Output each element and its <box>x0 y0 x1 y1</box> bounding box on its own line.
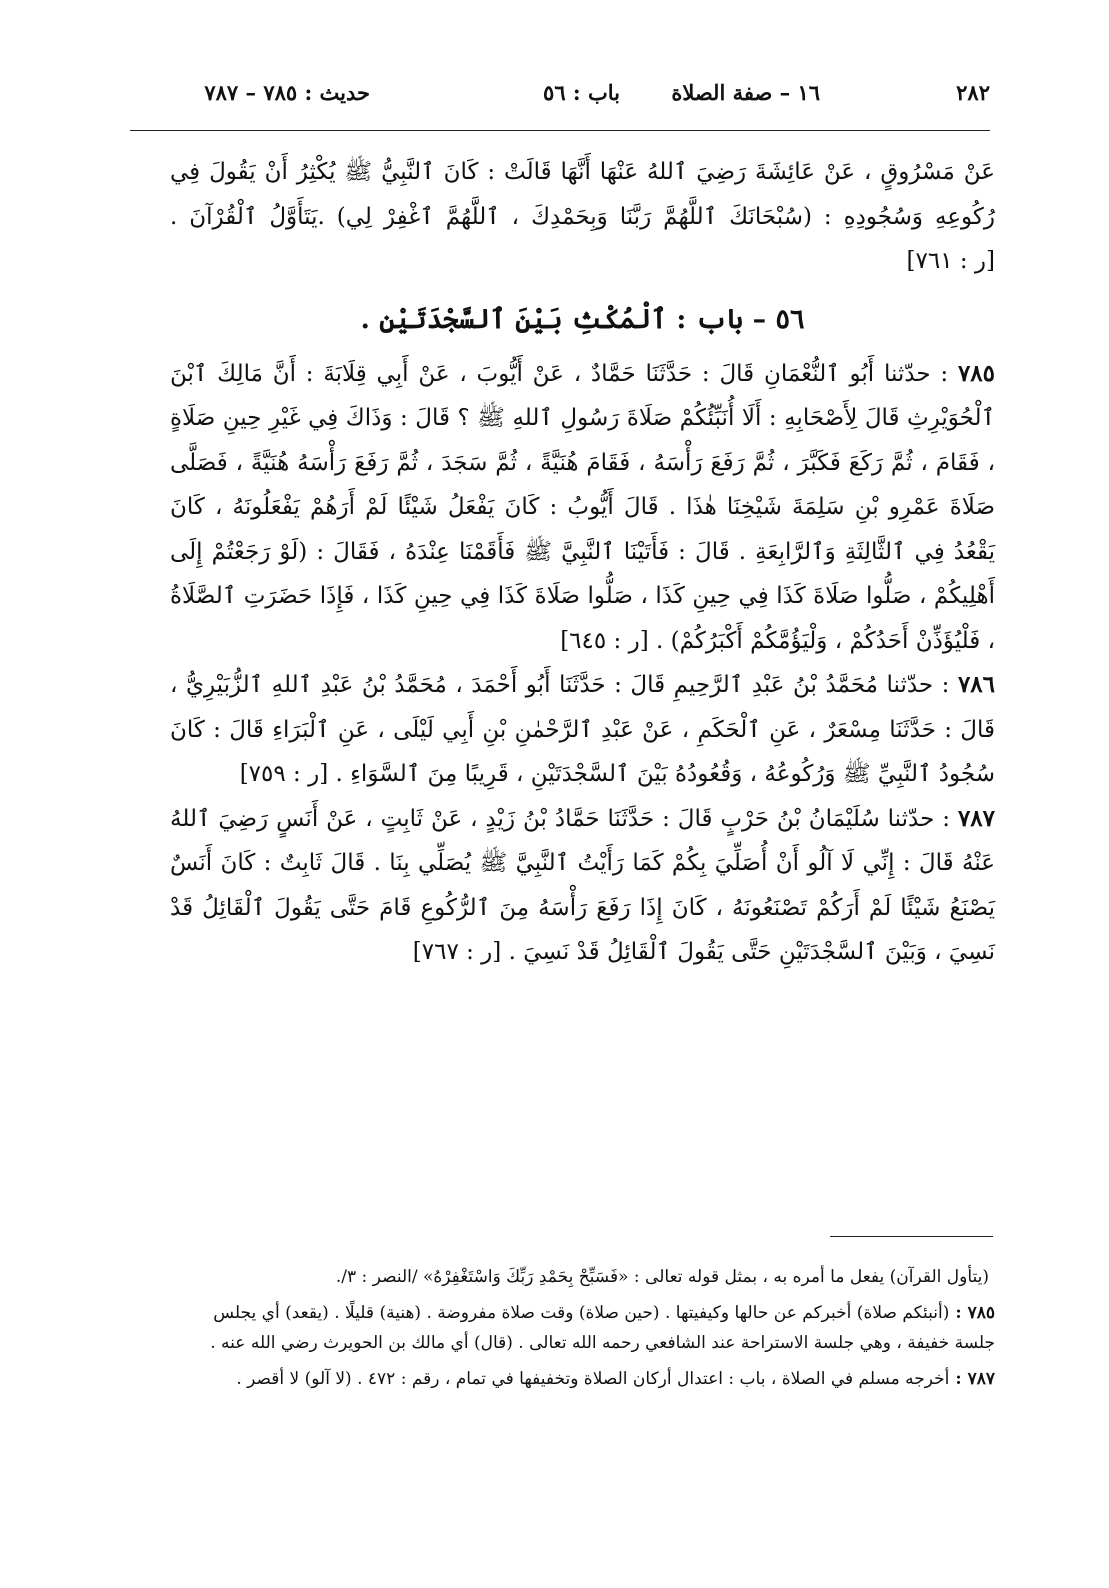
footnote-divider <box>830 1236 993 1237</box>
hadith-number: ٧٨٦ <box>957 671 995 698</box>
hadith-number: ٧٨٧ <box>957 804 995 832</box>
hadith-text: : حدّثنا مُحَمَّدُ بْنُ عَبْدِ ٱلرَّحِيمِ قَالَ : حَدَّثَنَا أَبُو أَحْمَدَ ، مُحَمَّدُ بْنُ عَبْدِ ٱللهِ ٱلزُّبَيْرِيُّ ، قَالَ : حَدَّثَنَا مِسْعَرٌ ، عَنِ ٱلْحَكَمِ ، عَنْ عَبْدِ ٱلرَّحْمٰنِ بْنِ أَبِي لَيْلَى ، عَنِ ٱلْبَرَاءِ قَالَ : كَانَ سُجُودُ ٱلنَّبِيِّ ﷺ وَرُكُوعُهُ ، وَقُعُودُهُ بَيْنَ ٱلسَّجْدَتَيْنِ ، قَرِيبًا مِنَ ٱلسَّوَاءِ . <box>170 672 995 787</box>
footnote <box>170 1364 995 1394</box>
hadith-reference: [ر : ٦٤٥] <box>560 627 649 654</box>
intro-paragraph <box>170 150 995 284</box>
footnote <box>170 1262 995 1292</box>
bab-heading: باب : ٥٦ <box>543 80 620 105</box>
hadith-reference: [ر : ٧٥٩] <box>239 761 329 787</box>
hadith-number: ٧٨٥ <box>957 359 995 387</box>
footnotes <box>170 1262 995 1400</box>
intro-reference: [ر : ٧٦١] <box>906 248 995 274</box>
header-divider <box>130 130 990 131</box>
hadith-reference: [ر : ٧٦٧] <box>412 939 502 965</box>
hadith-paragraph <box>170 352 995 664</box>
footnote <box>170 1298 995 1358</box>
chapter-title: ٥٦ – باب : ٱلْمُكْثِ بَيْنَ ٱلسَّجْدَتَيْنِ . <box>360 303 805 335</box>
page-number: ٢٨٢ <box>956 80 990 105</box>
footnote-text: (يتأول القرآن) يفعل ما أمره به ، بمثل قوله تعالى : «فَسَبِّحْ بِحَمْدِ رَبِّكَ وَاسْتَغْفِرْهُ» /النصر : ٣/. <box>335 1267 989 1287</box>
footnote-number: ٧٨٧ : <box>955 1369 995 1389</box>
main-text <box>170 150 995 975</box>
footnote-text: أخرجه مسلم في الصلاة ، باب : اعتدال أركان الصلاة وتخفيفها في تمام ، رقم : ٤٧٢ . (لا آلو) لا أقصر . <box>236 1369 950 1389</box>
hadith-range: حديث : ٧٨٥ – ٧٨٧ <box>204 80 370 105</box>
hadith-paragraph <box>170 797 995 975</box>
hadith-text: : حدّثنا أَبُو ٱلنُّعْمَانِ قَالَ : حَدَّثَنَا حَمَّادٌ ، عَنْ أَيُّوبَ ، عَنْ أَبِي قِلَابَةَ : أَنَّ مَالِكَ ٱبْنَ ٱلْحُوَيْرِثِ قَالَ لِأَصْحَابِهِ : أَلَا أُنَبِّئُكُمْ صَلَاةَ رَسُولِ ٱللهِ ﷺ ؟ قَالَ : وَذَاكَ فِي غَيْرِ حِينِ صَلَاةٍ ، فَقَامَ ، ثُمَّ رَكَعَ فَكَبَّرَ ، ثُمَّ رَفَعَ رَأْسَهُ ، فَقَامَ هُنَيَّةً ، ثُمَّ سَجَدَ ، ثُمَّ رَفَعَ رَأْسَهُ هُنَيَّةً ، فَصَلَّى صَلَاةَ عَمْرِو بْنِ سَلِمَةَ شَيْخِنَا هٰذَا . قَالَ أَيُّوبُ : كَانَ يَفْعَلُ شَيْئًا لَمْ أَرَهُمْ يَفْعَلُونَهُ ، كَانَ يَقْعُدُ فِي ٱلثَّالِثَةِ وَٱلرَّابِعَةِ . قَالَ : فَأَتَيْنَا ٱلنَّبِيَّ ﷺ فَأَقَمْنَا عِنْدَهُ ، فَقَالَ : (لَوْ رَجَعْتُمْ إِلَى أَهْلِيكُمْ ، صَلُّوا صَلَاةَ كَذَا فِي حِينِ كَذَا ، صَلُّوا صَلَاةَ كَذَا فِي حِينِ كَذَا ، فَإِذَا حَضَرَتِ ٱلصَّلَاةُ ، فَلْيُؤَذِّنْ أَحَدُكُمْ ، وَلْيَؤُمَّكُمْ أَكْبَرُكُمْ) . <box>170 360 996 654</box>
footnote-number: ٧٨٥ : <box>955 1303 995 1323</box>
running-header <box>170 80 990 112</box>
hadith-text: : حدّثنا سُلَيْمَانُ بْنُ حَرْبٍ قَالَ : حَدَّثَنَا حَمَّادُ بْنُ زَيْدٍ ، عَنْ ثَابِتٍ ، عَنْ أَنَسٍ رَضِيَ ٱللهُ عَنْهُ قَالَ : إِنِّي لَا آلُو أَنْ أُصَلِّيَ بِكُمْ كَمَا رَأَيْتُ ٱلنَّبِيَّ ﷺ يُصَلِّي بِنَا . قَالَ ثَابِتٌ : كَانَ أَنَسٌ يَصْنَعُ شَيْئًا لَمْ أَرَكُمْ تَصْنَعُونَهُ ، كَانَ إِذَا رَفَعَ رَأْسَهُ مِنَ ٱلرُّكُوعِ قَامَ حَتَّى يَقُولَ ٱلْقَائِلُ قَدْ نَسِيَ ، وَبَيْنَ ٱلسَّجْدَتَيْنِ حَتَّى يَقُولَ ٱلْقَائِلُ قَدْ نَسِيَ . <box>170 805 995 965</box>
hadith-paragraph <box>170 663 995 797</box>
chapter-heading: ١٦ – صفة الصلاة <box>671 80 820 105</box>
footnote-text: (أنبئكم صلاة) أخبركم عن حالها وكيفيتها . (حين صلاة) وقت صلاة مفروضة . (هنية) قليلًا . (يقعد) أي يجلس جلسة خفيفة ، وهي جلسة الاستراحة عند الشافعي رحمه الله تعالى . (قال) أي مالك بن الحويرث رضي الله عنه . <box>210 1303 995 1353</box>
intro-text: عَنْ مَسْرُوقٍ ، عَنْ عَائِشَةَ رَضِيَ ٱللهُ عَنْهَا أَنَّهَا قَالَتْ : كَانَ ٱلنَّبِيُّ ﷺ يُكْثِرُ أَنْ يَقُولَ فِي رُكُوعِهِ وَسُجُودِهِ : (سُبْحَانَكَ ٱللَّهُمَّ رَبَّنَا وَبِحَمْدِكَ ، ٱللَّهُمَّ ٱغْفِرْ لِي) .يَتَأَوَّلُ ٱلْقُرْآنَ . <box>170 159 995 230</box>
